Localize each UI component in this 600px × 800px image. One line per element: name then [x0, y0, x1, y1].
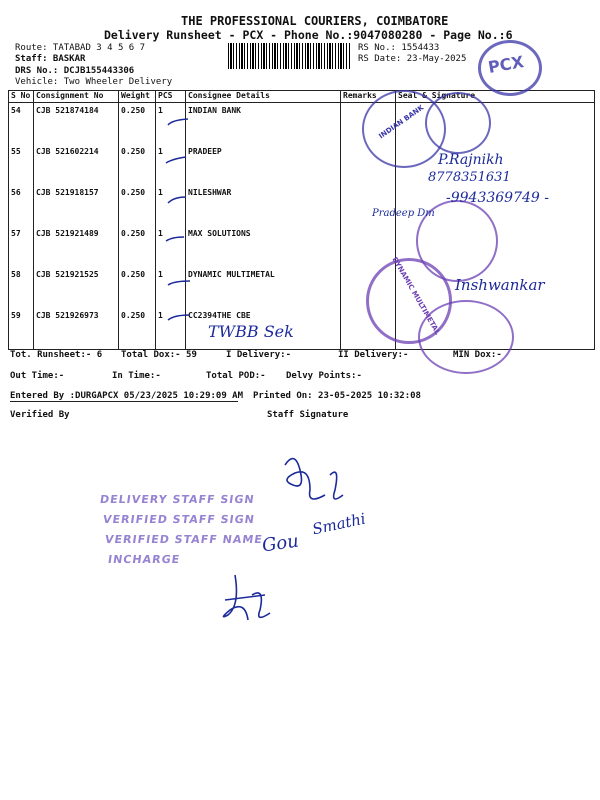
total-pod: Total POD:-	[206, 371, 266, 381]
entered-rule	[10, 401, 238, 402]
cell-weight: 0.250	[119, 226, 156, 267]
handwriting-56: -9943369749 -	[446, 190, 549, 206]
handwriting-58: Inshwankar	[455, 276, 545, 294]
cell-sno: 59	[9, 308, 34, 350]
in-time: In Time:-	[112, 371, 161, 381]
cell-sno: 58	[9, 267, 34, 308]
min-dox: MIN Dox:-	[453, 350, 502, 360]
cell-consignee: MAX SOLUTIONS	[186, 226, 341, 267]
handwriting-56b: Pradeep Dm	[372, 208, 435, 219]
cell-pcs: 1	[156, 226, 186, 267]
bottom-signature-mark	[210, 565, 300, 635]
drs-label: DRS No.: DCJB155443306	[15, 66, 135, 76]
rs-number: RS No.: 1554433	[358, 43, 440, 53]
signature-smathi: Smathi	[310, 509, 368, 539]
col-consignment: Consignment No	[34, 91, 119, 103]
cell-consignee: PRADEEP	[186, 144, 341, 185]
cell-pcs: 1	[156, 144, 186, 185]
table-row	[9, 226, 595, 267]
cell-consignment: CJB 521921489	[34, 226, 119, 267]
cell-weight: 0.250	[119, 267, 156, 308]
i-delivery: I Delivery:-	[226, 350, 292, 360]
cell-consignee: CC2394THE CBE	[186, 308, 341, 350]
delivery-staff-sign-stamp: DELIVERY STAFF SIGN	[99, 493, 256, 506]
total-runsheet: Tot. Runsheet:- 6	[10, 350, 103, 360]
handwriting-59: TWBB Sek	[208, 322, 294, 341]
cell-consignee: NILESHWAR	[186, 185, 341, 226]
bank-stamp-2	[425, 92, 491, 154]
cell-pcs: 1	[156, 308, 186, 350]
rs-date: RS Date: 23-May-2025	[358, 54, 467, 64]
indian-bank-stamp-label: INDIAN BANK	[377, 103, 426, 141]
cell-weight: 0.250	[119, 308, 156, 350]
col-sno: S No	[9, 91, 34, 103]
cell-consignment: CJB 521921525	[34, 267, 119, 308]
staff-label: Staff: BASKAR	[15, 54, 86, 64]
cell-consignee: INDIAN BANK	[186, 103, 341, 145]
total-dox: Total Dox:- 59	[121, 350, 197, 360]
col-remarks: Remarks	[341, 91, 396, 103]
company-title: THE PROFESSIONAL COURIERS, COIMBATORE	[181, 14, 449, 28]
handwriting-55b: 8778351631	[428, 170, 511, 185]
route-label: Route: TATABAD 3 4 5 6 7	[15, 43, 146, 53]
cell-weight: 0.250	[119, 185, 156, 226]
ii-delivery: II Delivery:-	[338, 350, 409, 360]
cell-consignment: CJB 521926973	[34, 308, 119, 350]
cbe-stamp	[418, 300, 514, 374]
cell-weight: 0.250	[119, 144, 156, 185]
col-pcs: PCS	[156, 91, 186, 103]
cell-consignee: DYNAMIC MULTIMETAL	[186, 267, 341, 308]
cell-sno: 54	[9, 103, 34, 145]
verified-by: Verified By	[10, 410, 70, 420]
col-signature: Seal & Signature	[396, 91, 595, 103]
verified-staff-sign-stamp: VERIFIED STAFF SIGN	[102, 513, 256, 526]
cell-sno: 56	[9, 185, 34, 226]
staff-signature: Staff Signature	[267, 410, 349, 420]
verified-staff-name-stamp: VERIFIED STAFF NAME	[104, 533, 264, 546]
cell-consignment: CJB 521602214	[34, 144, 119, 185]
out-time: Out Time:-	[10, 371, 65, 381]
barcode	[228, 43, 350, 69]
vehicle-label: Vehicle: Two Wheeler Delivery	[15, 77, 173, 87]
handwriting-55a: P.Rajnikh	[438, 152, 504, 168]
entered-by: Entered By :DURGAPCX 05/23/2025 10:29:09 AM	[10, 391, 243, 401]
dynamic-stamp-label: DYNAMIC MULTIMETAL	[390, 255, 442, 337]
incharge-stamp: INCHARGE	[107, 553, 182, 566]
signature-gou: Gou	[260, 530, 301, 557]
cell-consignment: CJB 521874184	[34, 103, 119, 145]
cell-remarks	[341, 185, 396, 226]
cell-sno: 55	[9, 144, 34, 185]
cell-weight: 0.250	[119, 103, 156, 145]
printed-on: Printed On: 23-05-2025 10:32:08	[253, 391, 421, 401]
cell-pcs: 1	[156, 103, 186, 145]
col-consignee: Consignee Details	[186, 91, 341, 103]
cell-consignment: CJB 521918157	[34, 185, 119, 226]
delvy-points: Delvy Points:-	[286, 371, 362, 381]
runsheet-subtitle: Delivery Runsheet - PCX - Phone No.:9047080280 - Page No.:6	[104, 28, 513, 42]
cell-remarks	[341, 226, 396, 267]
cell-pcs: 1	[156, 267, 186, 308]
runsheet-table	[8, 90, 595, 350]
table-row	[9, 103, 595, 145]
pcx-stamp-label: PCX	[486, 52, 526, 77]
col-weight: Weight	[119, 91, 156, 103]
cell-sno: 57	[9, 226, 34, 267]
cell-pcs: 1	[156, 185, 186, 226]
